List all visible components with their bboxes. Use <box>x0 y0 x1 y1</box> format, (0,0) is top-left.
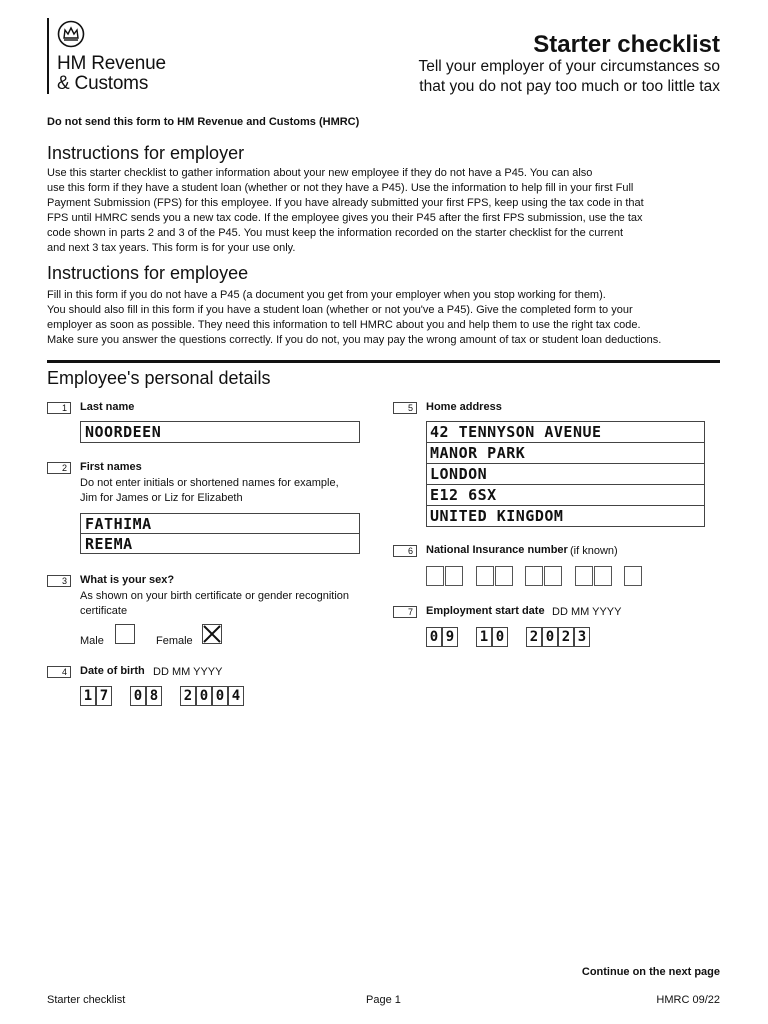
address-line-field[interactable] <box>426 505 705 527</box>
date-of-birth-label: Date of birth <box>80 665 145 677</box>
page-subtitle-line2: that you do not pay too much or too little tax <box>419 78 720 95</box>
first-names-label: First names <box>80 461 142 473</box>
employer-line: code shown in parts 2 and 3 of the P45. You must keep the information recorded on the starter checklist for the current <box>47 227 624 239</box>
section-divider <box>47 360 720 363</box>
dob-year-digit[interactable]: 2 <box>180 686 196 706</box>
question-number-1: 1 <box>47 402 71 414</box>
first-names-field-line1[interactable] <box>80 513 360 534</box>
employee-line: Make sure you answer the questions correctly. If you do not, you may pay the wrong amount of tax or student loan deductions. <box>47 334 662 346</box>
start-year-digit[interactable]: 3 <box>574 627 590 647</box>
do-not-send-notice: Do not send this form to HM Revenue and Customs (HMRC) <box>47 116 360 128</box>
address-line-field[interactable] <box>426 484 705 506</box>
sex-label: What is your sex? <box>80 574 175 586</box>
employer-instructions-text <box>47 166 727 256</box>
start-day-digit[interactable]: 9 <box>442 627 458 647</box>
cross-mark-icon <box>202 624 222 644</box>
ni-number-box[interactable] <box>544 566 562 586</box>
start-year-digit[interactable]: 2 <box>558 627 574 647</box>
ni-number-box[interactable] <box>575 566 593 586</box>
ni-number-box[interactable] <box>445 566 463 586</box>
ni-number-hint: (if known) <box>570 545 618 557</box>
last-name-label: Last name <box>80 401 135 413</box>
employer-line: Use this starter checklist to gather information about your new employee if they do not have a P45. You can also <box>47 167 593 179</box>
question-number-7: 7 <box>393 606 417 618</box>
last-name-value: NOORDEEN <box>85 423 162 441</box>
dob-year-digit[interactable]: 0 <box>212 686 228 706</box>
employer-line: FPS until HMRC sends you a new tax code. If the employee gives you their P45 after the first FPS submission, use the tax <box>47 212 643 224</box>
continue-note: Continue on the next page <box>581 966 720 978</box>
employee-line: You should also fill in this form if you have a student loan (whether or not you've a P45). Give the completed form to your <box>47 304 633 316</box>
address-line-value: E12 6SX <box>430 486 497 504</box>
address-line-value: 42 TENNYSON AVENUE <box>430 423 602 441</box>
ni-number-box[interactable] <box>594 566 612 586</box>
footer-form-name: Starter checklist <box>47 994 126 1006</box>
employee-line: Fill in this form if you do not have a P45 (a document you get from your employer when you stop working for them). <box>47 289 606 301</box>
employee-instructions-text <box>47 288 727 348</box>
ni-number-label: National Insurance number <box>426 544 568 556</box>
employer-line: Payment Submission (FPS) for this employee. If you have already submitted your first FPS, keep using the tax code in that <box>47 197 644 209</box>
home-address-label: Home address <box>426 401 502 413</box>
ni-number-box[interactable] <box>624 566 642 586</box>
address-line-value: UNITED KINGDOM <box>430 507 564 525</box>
ni-number-box[interactable] <box>476 566 494 586</box>
employee-instructions-heading: Instructions for employee <box>47 263 249 283</box>
question-number-2: 2 <box>47 462 71 474</box>
address-line-value: LONDON <box>430 465 488 483</box>
ni-number-box[interactable] <box>525 566 543 586</box>
crown-icon <box>57 20 85 48</box>
start-date-format: DD MM YYYY <box>552 606 622 618</box>
female-label: Female <box>156 635 193 647</box>
dob-month-digit[interactable]: 0 <box>130 686 146 706</box>
sex-hint-line1: As shown on your birth certificate or gender recognition <box>80 590 350 602</box>
page-number: Page 1 <box>366 994 401 1006</box>
page-subtitle-line1: Tell your employer of your circumstances so <box>418 58 720 75</box>
sex-hint-line2: certificate <box>80 605 128 617</box>
first-names-hint-line1: Do not enter initials or shortened names for example, <box>80 477 339 489</box>
date-of-birth-format: DD MM YYYY <box>153 666 223 678</box>
logo-divider <box>47 18 49 94</box>
dob-year-digit[interactable]: 4 <box>228 686 244 706</box>
question-number-5: 5 <box>393 402 417 414</box>
first-names-field-line2[interactable] <box>80 533 360 554</box>
dob-month-digit[interactable]: 8 <box>146 686 162 706</box>
page-title: Starter checklist <box>533 31 720 58</box>
first-name-value: FATHIMA <box>85 515 152 533</box>
question-number-6: 6 <box>393 545 417 557</box>
male-label: Male <box>80 635 104 647</box>
form-reference: HMRC 09/22 <box>656 994 720 1006</box>
employer-instructions-heading: Instructions for employer <box>47 143 245 163</box>
start-day-digit[interactable]: 0 <box>426 627 442 647</box>
start-month-digit[interactable]: 1 <box>476 627 492 647</box>
start-year-digit[interactable]: 0 <box>542 627 558 647</box>
logo-text-line2: & Customs <box>57 73 149 94</box>
address-line-field[interactable] <box>426 442 705 464</box>
last-name-field[interactable] <box>80 421 360 443</box>
personal-details-heading: Employee's personal details <box>47 368 271 388</box>
address-line-field[interactable] <box>426 463 705 485</box>
employer-line: use this form if they have a student loan (whether or not they have a P45). Use the information to help fill in your first Full <box>47 182 634 194</box>
dob-day-digit[interactable]: 1 <box>80 686 96 706</box>
ni-number-box[interactable] <box>495 566 513 586</box>
male-checkbox[interactable] <box>115 624 135 644</box>
start-date-label: Employment start date <box>426 605 545 617</box>
address-line-field[interactable] <box>426 421 705 443</box>
start-year-digit[interactable]: 2 <box>526 627 542 647</box>
female-checkbox[interactable] <box>202 624 222 644</box>
address-line-value: MANOR PARK <box>430 444 526 462</box>
logo-text-line1: HM Revenue <box>57 53 166 74</box>
employee-line: employer as soon as possible. They need this information to tell HMRC about you and help them to use the right tax code. <box>47 319 641 331</box>
dob-day-digit[interactable]: 7 <box>96 686 112 706</box>
employer-line: and next 3 tax years. This form is for your use only. <box>47 242 296 254</box>
question-number-4: 4 <box>47 666 71 678</box>
middle-name-value: REEMA <box>85 535 133 553</box>
start-month-digit[interactable]: 0 <box>492 627 508 647</box>
ni-number-box[interactable] <box>426 566 444 586</box>
first-names-hint-line2: Jim for James or Liz for Elizabeth <box>80 492 243 504</box>
dob-year-digit[interactable]: 0 <box>196 686 212 706</box>
question-number-3: 3 <box>47 575 71 587</box>
